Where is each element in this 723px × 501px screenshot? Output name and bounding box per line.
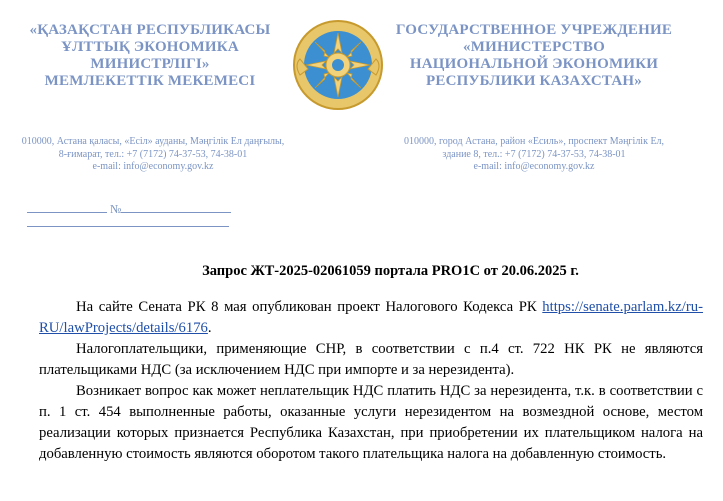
paragraph-1-text: На сайте Сената РК 8 мая опубликован проект Налогового Кодекса РК bbox=[76, 299, 543, 315]
document-title-text: Запрос ЖТ-2025-02061059 портала PRO1C от 20.06.2025 г. bbox=[202, 263, 579, 279]
state-emblem-icon bbox=[292, 19, 384, 111]
number-blank-line bbox=[121, 202, 231, 213]
paragraph-2: Налогоплательщики, применяющие СНР, в соответствии с п.4 ст. 722 НК РК не являются плательщиками НДС (за исключением НДС при импорте и за нерезидента). bbox=[39, 341, 703, 378]
address-kazakh bbox=[8, 136, 298, 174]
paragraph-1-end: . bbox=[207, 320, 212, 336]
date-blank-line bbox=[27, 202, 107, 213]
address-line: 8-ғимарат, тел.: +7 (7172) 74-37-53, 74-38-01 bbox=[58, 148, 248, 160]
address-russian bbox=[384, 136, 684, 174]
address-line: 010000, город Астана, район «Есиль», проспект Мәңгілік Ел, bbox=[403, 136, 665, 147]
org-name-kazakh bbox=[10, 22, 290, 90]
address-line: e-mail: info@economy.gov.kz bbox=[473, 161, 595, 172]
paragraph-3: Возникает вопрос как может неплательщик НДС платить НДС за нерезидента, т.к. в соответствии с п. 1 ст. 454 выполненные работы, оказанные услуги нерезидентом на возмездной основе, местом реализации которых признается Республика Казахстан, при приобретении их плательщиком налога на добавленную стоимость являются оборотом такого плательщика налога на добавленную стоимость. bbox=[39, 383, 703, 462]
address-line: e-mail: info@economy.gov.kz bbox=[92, 161, 214, 172]
org-name-line: МЕМЛЕКЕТТІК МЕКЕМЕСІ bbox=[44, 73, 256, 89]
address-line: здание 8, тел.: +7 (7172) 74-37-53, 74-38-01 bbox=[442, 148, 626, 160]
org-name-line: «МИНИСТЕРСТВО bbox=[463, 39, 605, 55]
senate-link[interactable]: https://senate.parlam.kz/ru-RU/lawProjects/details/6176 bbox=[39, 299, 703, 336]
address-line: 010000, Астана қаласы, «Есіл» ауданы, Мәңгілік Ел даңғылы, bbox=[21, 136, 285, 147]
registration-second-line bbox=[27, 226, 229, 227]
org-name-line: МИНИСТРЛІГІ» bbox=[90, 56, 210, 72]
org-name-russian bbox=[384, 22, 684, 90]
paragraph-1 bbox=[39, 297, 703, 339]
document-body bbox=[39, 297, 703, 465]
org-name-line: «ҚАЗАҚСТАН РЕСПУБЛИКАСЫ bbox=[29, 22, 271, 38]
org-name-line: НАЦИОНАЛЬНОЙ ЭКОНОМИКИ bbox=[409, 56, 659, 72]
org-name-line: ҰЛТТЫҚ ЭКОНОМИКА bbox=[61, 39, 239, 55]
document-title bbox=[0, 263, 723, 280]
number-sign: № bbox=[110, 202, 122, 216]
org-name-line: РЕСПУБЛИКИ КАЗАХСТАН» bbox=[426, 73, 642, 89]
registration-number-field bbox=[27, 202, 231, 217]
org-name-line: ГОСУДАРСТВЕННОЕ УЧРЕЖДЕНИЕ bbox=[395, 22, 673, 38]
